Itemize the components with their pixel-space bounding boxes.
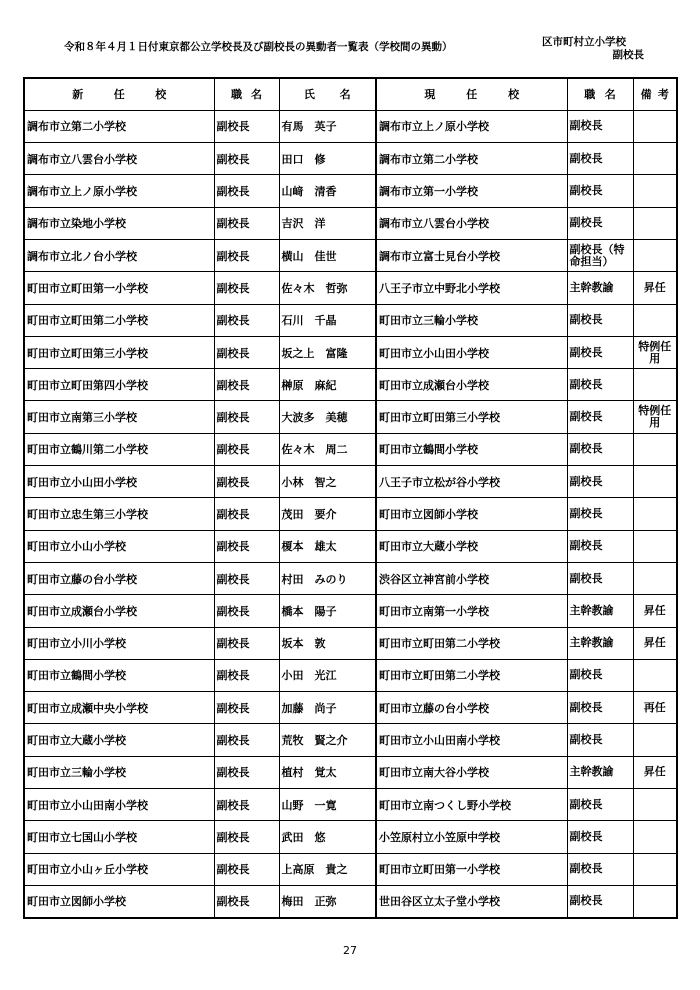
table-row bbox=[24, 821, 677, 853]
remarks-cell bbox=[633, 789, 677, 821]
new-position-cell: 副校長 bbox=[214, 433, 279, 465]
current-position-cell: 副校長 bbox=[567, 659, 633, 691]
remarks-cell bbox=[633, 821, 677, 853]
new-position-cell: 副校長 bbox=[214, 627, 279, 659]
header-char: 名 bbox=[604, 88, 616, 102]
current-school-cell: 町田市立南第一小学校 bbox=[376, 595, 567, 627]
table-row bbox=[24, 175, 677, 207]
current-position-cell: 副校長 bbox=[567, 498, 633, 530]
header-name bbox=[279, 78, 376, 110]
table-row bbox=[24, 239, 677, 271]
new-school-cell: 町田市立小山ヶ丘小学校 bbox=[24, 853, 214, 885]
name-cell: 上高原 貴之 bbox=[279, 853, 376, 885]
header-current-position bbox=[567, 78, 633, 110]
current-school-cell: 町田市立町田第二小学校 bbox=[376, 627, 567, 659]
table-row bbox=[24, 530, 677, 562]
current-school-cell: 調布市立富士見台小学校 bbox=[376, 239, 567, 271]
new-position-cell: 副校長 bbox=[214, 272, 279, 304]
new-position-cell: 副校長 bbox=[214, 659, 279, 691]
header-char: 任 bbox=[113, 88, 125, 102]
header-remarks bbox=[633, 78, 677, 110]
name-cell: 大波多 美穂 bbox=[279, 401, 376, 433]
table-row bbox=[24, 724, 677, 756]
table-row bbox=[24, 207, 677, 239]
remarks-cell bbox=[633, 498, 677, 530]
table-row bbox=[24, 304, 677, 336]
name-cell: 吉沢 洋 bbox=[279, 207, 376, 239]
table-row bbox=[24, 627, 677, 659]
new-position-cell: 副校長 bbox=[214, 562, 279, 594]
name-cell: 村田 みのり bbox=[279, 562, 376, 594]
remarks-cell: 特例任用 bbox=[633, 336, 677, 368]
remarks-cell bbox=[633, 724, 677, 756]
remarks-cell: 昇任 bbox=[633, 272, 677, 304]
current-position-cell: 副校長 bbox=[567, 110, 633, 142]
current-position-cell: 副校長 bbox=[567, 692, 633, 724]
remarks-cell bbox=[633, 466, 677, 498]
current-school-cell: 町田市立鶴間小学校 bbox=[376, 433, 567, 465]
remarks-cell bbox=[633, 175, 677, 207]
new-position-cell: 副校長 bbox=[214, 498, 279, 530]
header-char: 氏 bbox=[303, 88, 315, 102]
new-school-cell: 町田市立南第三小学校 bbox=[24, 401, 214, 433]
remarks-cell bbox=[633, 239, 677, 271]
table-row bbox=[24, 433, 677, 465]
table-row bbox=[24, 143, 677, 175]
header-char: 名 bbox=[339, 88, 351, 102]
remarks-cell bbox=[633, 304, 677, 336]
new-school-cell: 町田市立町田第四小学校 bbox=[24, 369, 214, 401]
current-position-cell: 副校長 bbox=[567, 401, 633, 433]
remarks-cell bbox=[633, 885, 677, 917]
new-school-cell: 町田市立町田第一小学校 bbox=[24, 272, 214, 304]
new-position-cell: 副校長 bbox=[214, 110, 279, 142]
new-school-cell: 町田市立図師小学校 bbox=[24, 885, 214, 917]
current-position-cell: 主幹教諭 bbox=[567, 756, 633, 788]
name-cell: 山野 一寛 bbox=[279, 789, 376, 821]
table-row bbox=[24, 336, 677, 368]
new-school-cell: 町田市立小川小学校 bbox=[24, 627, 214, 659]
new-position-cell: 副校長 bbox=[214, 885, 279, 917]
current-position-cell: 副校長（特命担当） bbox=[567, 239, 633, 271]
remarks-cell: 昇任 bbox=[633, 595, 677, 627]
remarks-cell: 再任 bbox=[633, 692, 677, 724]
new-school-cell: 町田市立鶴川第二小学校 bbox=[24, 433, 214, 465]
current-position-cell: 副校長 bbox=[567, 207, 633, 239]
current-school-cell: 町田市立南つくし野小学校 bbox=[376, 789, 567, 821]
new-school-cell: 町田市立小山田小学校 bbox=[24, 466, 214, 498]
page-number: 27 bbox=[343, 944, 357, 957]
current-school-cell: 八王子市立松が谷小学校 bbox=[376, 466, 567, 498]
new-position-cell: 副校長 bbox=[214, 466, 279, 498]
current-position-cell: 主幹教諭 bbox=[567, 595, 633, 627]
current-school-cell: 町田市立小山田小学校 bbox=[376, 336, 567, 368]
table-row bbox=[24, 756, 677, 788]
transfer-table bbox=[23, 77, 678, 919]
header-char: 校 bbox=[508, 88, 520, 102]
header-new-school bbox=[24, 78, 214, 110]
category-position: 副校長 bbox=[612, 49, 644, 61]
name-cell: 佐々木 哲弥 bbox=[279, 272, 376, 304]
new-position-cell: 副校長 bbox=[214, 175, 279, 207]
current-school-cell: 調布市立八雲台小学校 bbox=[376, 207, 567, 239]
table-row bbox=[24, 659, 677, 691]
category-label bbox=[542, 36, 652, 62]
table-row bbox=[24, 692, 677, 724]
name-cell: 坂本 敦 bbox=[279, 627, 376, 659]
table-row bbox=[24, 498, 677, 530]
table-header-row bbox=[24, 78, 677, 110]
new-position-cell: 副校長 bbox=[214, 595, 279, 627]
current-school-cell: 町田市立南大谷小学校 bbox=[376, 756, 567, 788]
new-school-cell: 町田市立七国山小学校 bbox=[24, 821, 214, 853]
table-row bbox=[24, 369, 677, 401]
current-position-cell: 副校長 bbox=[567, 530, 633, 562]
current-position-cell: 副校長 bbox=[567, 466, 633, 498]
current-position-cell: 副校長 bbox=[567, 724, 633, 756]
current-school-cell: 町田市立町田第二小学校 bbox=[376, 659, 567, 691]
current-school-cell: 町田市立成瀬台小学校 bbox=[376, 369, 567, 401]
table-row bbox=[24, 885, 677, 917]
new-school-cell: 町田市立小山小学校 bbox=[24, 530, 214, 562]
current-school-cell: 町田市立町田第一小学校 bbox=[376, 853, 567, 885]
new-position-cell: 副校長 bbox=[214, 369, 279, 401]
current-position-cell: 副校長 bbox=[567, 143, 633, 175]
new-position-cell: 副校長 bbox=[214, 692, 279, 724]
name-cell: 榎本 雄太 bbox=[279, 530, 376, 562]
new-position-cell: 副校長 bbox=[214, 143, 279, 175]
name-cell: 横山 佳世 bbox=[279, 239, 376, 271]
remarks-cell bbox=[633, 143, 677, 175]
new-position-cell: 副校長 bbox=[214, 304, 279, 336]
remarks-cell bbox=[633, 110, 677, 142]
current-school-cell: 町田市立図師小学校 bbox=[376, 498, 567, 530]
remarks-cell: 昇任 bbox=[633, 756, 677, 788]
header-char: 現 bbox=[424, 88, 436, 102]
header-char: 任 bbox=[466, 88, 478, 102]
current-position-cell: 副校長 bbox=[567, 885, 633, 917]
remarks-cell: 昇任 bbox=[633, 627, 677, 659]
new-school-cell: 町田市立忠生第三小学校 bbox=[24, 498, 214, 530]
new-school-cell: 調布市立第二小学校 bbox=[24, 110, 214, 142]
current-school-cell: 町田市立藤の台小学校 bbox=[376, 692, 567, 724]
name-cell: 小田 光江 bbox=[279, 659, 376, 691]
name-cell: 佐々木 周二 bbox=[279, 433, 376, 465]
name-cell: 植村 覚太 bbox=[279, 756, 376, 788]
current-school-cell: 町田市立大蔵小学校 bbox=[376, 530, 567, 562]
current-school-cell: 調布市立第二小学校 bbox=[376, 143, 567, 175]
current-school-cell: 町田市立三輪小学校 bbox=[376, 304, 567, 336]
header-char: 名 bbox=[251, 88, 262, 102]
remarks-cell: 特例任用 bbox=[633, 401, 677, 433]
new-school-cell: 調布市立染地小学校 bbox=[24, 207, 214, 239]
name-cell: 有馬 英子 bbox=[279, 110, 376, 142]
remarks-cell bbox=[633, 530, 677, 562]
current-school-cell: 世田谷区立太子堂小学校 bbox=[376, 885, 567, 917]
remarks-cell bbox=[633, 562, 677, 594]
header-new-position bbox=[214, 78, 279, 110]
new-position-cell: 副校長 bbox=[214, 821, 279, 853]
header-char: 新 bbox=[72, 88, 84, 102]
new-position-cell: 副校長 bbox=[214, 724, 279, 756]
name-cell: 坂之上 富隆 bbox=[279, 336, 376, 368]
current-school-cell: 八王子市立中野北小学校 bbox=[376, 272, 567, 304]
name-cell: 榊原 麻紀 bbox=[279, 369, 376, 401]
current-school-cell: 調布市立第一小学校 bbox=[376, 175, 567, 207]
category-school-type: 区市町村立小学校 bbox=[542, 36, 626, 48]
name-cell: 橋本 陽子 bbox=[279, 595, 376, 627]
name-cell: 小林 智之 bbox=[279, 466, 376, 498]
table-row bbox=[24, 110, 677, 142]
header-char: 校 bbox=[155, 88, 167, 102]
current-school-cell: 小笠原村立小笠原中学校 bbox=[376, 821, 567, 853]
new-school-cell: 町田市立成瀬台小学校 bbox=[24, 595, 214, 627]
new-school-cell: 町田市立町田第二小学校 bbox=[24, 304, 214, 336]
new-position-cell: 副校長 bbox=[214, 239, 279, 271]
new-school-cell: 町田市立大蔵小学校 bbox=[24, 724, 214, 756]
header-current-school bbox=[376, 78, 567, 110]
name-cell: 加藤 尚子 bbox=[279, 692, 376, 724]
new-school-cell: 町田市立鶴間小学校 bbox=[24, 659, 214, 691]
table-row bbox=[24, 272, 677, 304]
remarks-cell bbox=[633, 369, 677, 401]
table-row bbox=[24, 401, 677, 433]
remarks-cell bbox=[633, 853, 677, 885]
new-school-cell: 町田市立藤の台小学校 bbox=[24, 562, 214, 594]
remarks-cell bbox=[633, 433, 677, 465]
current-position-cell: 主幹教諭 bbox=[567, 272, 633, 304]
name-cell: 山﨑 清香 bbox=[279, 175, 376, 207]
current-position-cell: 副校長 bbox=[567, 175, 633, 207]
current-school-cell: 渋谷区立神宮前小学校 bbox=[376, 562, 567, 594]
new-position-cell: 副校長 bbox=[214, 401, 279, 433]
name-cell: 石川 千晶 bbox=[279, 304, 376, 336]
name-cell: 荒牧 賢之介 bbox=[279, 724, 376, 756]
current-position-cell: 副校長 bbox=[567, 433, 633, 465]
table-row bbox=[24, 466, 677, 498]
new-position-cell: 副校長 bbox=[214, 853, 279, 885]
name-cell: 田口 修 bbox=[279, 143, 376, 175]
current-position-cell: 副校長 bbox=[567, 369, 633, 401]
current-position-cell: 主幹教諭 bbox=[567, 627, 633, 659]
current-position-cell: 副校長 bbox=[567, 562, 633, 594]
current-position-cell: 副校長 bbox=[567, 304, 633, 336]
table-row bbox=[24, 789, 677, 821]
new-school-cell: 調布市立上ノ原小学校 bbox=[24, 175, 214, 207]
name-cell: 武田 悠 bbox=[279, 821, 376, 853]
header-char: 考 bbox=[657, 88, 669, 102]
new-school-cell: 町田市立小山田南小学校 bbox=[24, 789, 214, 821]
table-row bbox=[24, 562, 677, 594]
new-school-cell: 町田市立三輪小学校 bbox=[24, 756, 214, 788]
current-school-cell: 町田市立小山田南小学校 bbox=[376, 724, 567, 756]
new-position-cell: 副校長 bbox=[214, 530, 279, 562]
name-cell: 梅田 正弥 bbox=[279, 885, 376, 917]
current-position-cell: 副校長 bbox=[567, 821, 633, 853]
remarks-cell bbox=[633, 207, 677, 239]
header-char: 職 bbox=[231, 88, 242, 102]
header-char: 備 bbox=[640, 88, 652, 102]
table-row bbox=[24, 595, 677, 627]
new-position-cell: 副校長 bbox=[214, 336, 279, 368]
new-position-cell: 副校長 bbox=[214, 756, 279, 788]
current-position-cell: 副校長 bbox=[567, 789, 633, 821]
new-position-cell: 副校長 bbox=[214, 207, 279, 239]
new-position-cell: 副校長 bbox=[214, 789, 279, 821]
new-school-cell: 調布市立北ノ台小学校 bbox=[24, 239, 214, 271]
remarks-cell bbox=[633, 659, 677, 691]
current-school-cell: 調布市立上ノ原小学校 bbox=[376, 110, 567, 142]
new-school-cell: 町田市立町田第三小学校 bbox=[24, 336, 214, 368]
header-char: 職 bbox=[584, 88, 596, 102]
new-school-cell: 町田市立成瀬中央小学校 bbox=[24, 692, 214, 724]
name-cell: 茂田 要介 bbox=[279, 498, 376, 530]
document-title: 令和８年４月１日付東京都公立学校長及び副校長の異動者一覧表（学校間の異動） bbox=[64, 41, 453, 53]
current-school-cell: 町田市立町田第三小学校 bbox=[376, 401, 567, 433]
current-position-cell: 副校長 bbox=[567, 853, 633, 885]
table-row bbox=[24, 853, 677, 885]
new-school-cell: 調布市立八雲台小学校 bbox=[24, 143, 214, 175]
current-position-cell: 副校長 bbox=[567, 336, 633, 368]
